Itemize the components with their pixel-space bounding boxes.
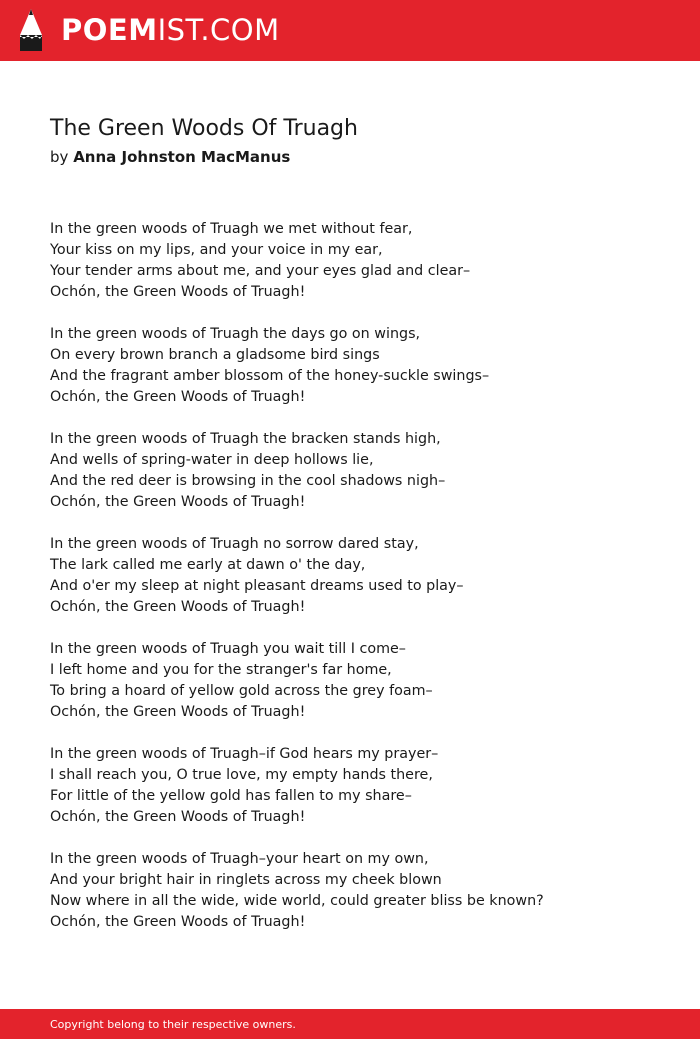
stanza	[50, 849, 670, 933]
poem-line: In the green woods of Truagh–if God hears my prayer–	[50, 746, 439, 762]
poem-line: And the red deer is browsing in the cool shadows nigh–	[50, 473, 446, 489]
poem-line: Ochón, the Green Woods of Truagh!	[50, 914, 306, 930]
copyright-notice: Copyright belong to their respective owners.	[50, 1018, 296, 1031]
poem-body	[50, 219, 670, 954]
brand-light: IST.COM	[157, 13, 280, 47]
by-label: by	[50, 148, 69, 166]
poem-line: Ochón, the Green Woods of Truagh!	[50, 599, 306, 615]
site-logo[interactable]	[61, 12, 280, 48]
poem-line: Ochón, the Green Woods of Truagh!	[50, 494, 306, 510]
poem-line: Ochón, the Green Woods of Truagh!	[50, 809, 306, 825]
stanza	[50, 219, 670, 303]
poem-line: In the green woods of Truagh the bracken stands high,	[50, 431, 441, 447]
poem-line: For little of the yellow gold has fallen to my share–	[50, 788, 412, 804]
stanza	[50, 534, 670, 618]
poem-line: Ochón, the Green Woods of Truagh!	[50, 704, 306, 720]
pencil-icon[interactable]	[18, 9, 44, 51]
site-footer	[0, 1009, 700, 1039]
poem-line: To bring a hoard of yellow gold across the grey foam–	[50, 683, 433, 699]
byline	[50, 148, 290, 166]
poem-line: In the green woods of Truagh you wait till I come–	[50, 641, 406, 657]
poem-line: Now where in all the wide, wide world, could greater bliss be known?	[50, 893, 544, 909]
poem-line: And wells of spring-water in deep hollows lie,	[50, 452, 374, 468]
stanza	[50, 639, 670, 723]
stanza	[50, 744, 670, 828]
poem-title: The Green Woods Of Truagh	[50, 116, 358, 141]
brand-bold: POEM	[61, 13, 158, 47]
poem-line: And o'er my sleep at night pleasant dreams used to play–	[50, 578, 464, 594]
poem-line: And your bright hair in ringlets across my cheek blown	[50, 872, 442, 888]
poem-line: I left home and you for the stranger's far home,	[50, 662, 392, 678]
poem-line: Ochón, the Green Woods of Truagh!	[50, 389, 306, 405]
stanza	[50, 324, 670, 408]
poem-line: On every brown branch a gladsome bird sings	[50, 347, 380, 363]
poem-line: In the green woods of Truagh–your heart on my own,	[50, 851, 429, 867]
poem-line: In the green woods of Truagh we met without fear,	[50, 221, 413, 237]
poem-line: And the fragrant amber blossom of the honey-suckle swings–	[50, 368, 490, 384]
poem-line: Your tender arms about me, and your eyes glad and clear–	[50, 263, 471, 279]
poem-line: Ochón, the Green Woods of Truagh!	[50, 284, 306, 300]
stanza	[50, 429, 670, 513]
site-header	[0, 0, 700, 61]
poem-line: In the green woods of Truagh no sorrow dared stay,	[50, 536, 419, 552]
poem-line: In the green woods of Truagh the days go on wings,	[50, 326, 421, 342]
author-name: Anna Johnston MacManus	[73, 148, 291, 166]
poem-line: Your kiss on my lips, and your voice in my ear,	[50, 242, 383, 258]
poem-line: I shall reach you, O true love, my empty hands there,	[50, 767, 433, 783]
poem-line: The lark called me early at dawn o' the day,	[50, 557, 366, 573]
